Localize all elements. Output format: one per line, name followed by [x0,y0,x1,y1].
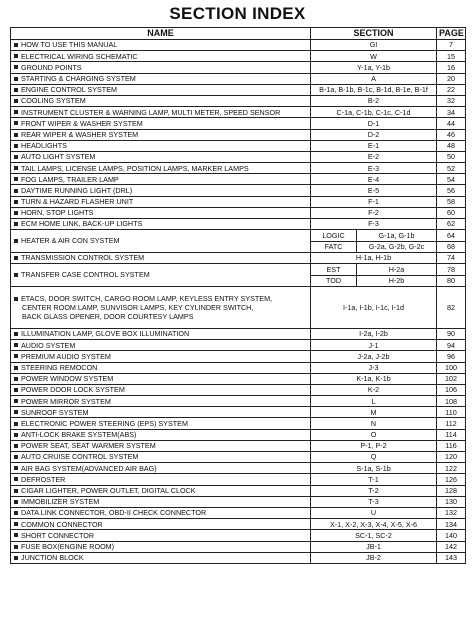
row-name: TRANSFER CASE CONTROL SYSTEM [11,264,311,287]
row-name: JUNCTION BLOCK [11,552,311,563]
row-name: AUDIO SYSTEM [11,340,311,351]
row-section: H-2b [357,275,437,286]
row-page: 22 [437,84,466,95]
row-name: AUTO LIGHT SYSTEM [11,151,311,162]
row-section: F-3 [311,219,437,230]
row-section: X-1, X-2, X-3, X-4, X-5, X-6 [311,519,437,530]
row-name: AIR BAG SYSTEM(ADVANCED AIR BAG) [11,463,311,474]
row-page: 7 [437,40,466,51]
row-section: J-3 [311,362,437,373]
row-name: GROUND POINTS [11,62,311,73]
table-row[interactable] [11,407,466,418]
row-page: 128 [437,485,466,496]
row-page: 130 [437,496,466,507]
row-name: AUTO CRUISE CONTROL SYSTEM [11,452,311,463]
row-name: HORN, STOP LIGHTS [11,207,311,218]
bullet-icon [14,533,18,537]
row-section: I-1a, I-1b, I-1c, I-1d [311,286,437,328]
bullet-icon [14,377,18,381]
table-row[interactable] [11,286,466,328]
row-page: 116 [437,440,466,451]
row-page: 94 [437,340,466,351]
row-name: ELECTRICAL WIRING SCHEMATIC [11,51,311,62]
table-row[interactable] [11,440,466,451]
row-name: POWER MIRROR SYSTEM [11,396,311,407]
table-row[interactable] [11,396,466,407]
row-section: Q [311,452,437,463]
row-name: REAR WIPER & WASHER SYSTEM [11,129,311,140]
table-row[interactable] [11,118,466,129]
index-rows-bottom [11,328,466,563]
table-row[interactable] [11,541,466,552]
row-name: PREMIUM AUDIO SYSTEM [11,351,311,362]
row-name: STEERING REMOCON [11,362,311,373]
row-section: B-1a, B-1b, B-1c, B-1d, B-1e, B-1f [311,84,437,95]
table-row[interactable] [11,530,466,541]
row-page: 90 [437,328,466,339]
bullet-icon [14,297,18,301]
row-page: 126 [437,474,466,485]
page-title: SECTION INDEX [169,4,306,23]
table-row[interactable] [11,185,466,196]
row-section: E-1 [311,140,437,151]
bullet-icon [14,43,18,47]
bullet-icon [14,444,18,448]
bullet-icon [14,166,18,170]
bullet-icon [14,366,18,370]
row-page: 44 [437,118,466,129]
row-page: 134 [437,519,466,530]
table-row[interactable] [11,84,466,95]
section-index-table [10,27,466,564]
bullet-icon [14,99,18,103]
row-section: J-2a, J-2b [311,351,437,362]
bullet-icon [14,189,18,193]
table-row[interactable] [11,496,466,507]
bullet-icon [14,200,18,204]
table-row[interactable] [11,174,466,185]
row-name: CIGAR LIGHTER, POWER OUTLET, DIGITAL CLOCK [11,485,311,496]
table-row[interactable] [11,519,466,530]
row-name: TAIL LAMPS, LICENSE LAMPS, POSITION LAMPS, MARKER LAMPS [11,163,311,174]
bullet-icon [14,511,18,515]
row-section: GI [311,40,437,51]
row-page: 96 [437,351,466,362]
table-row[interactable] [11,328,466,339]
row-section: W [311,51,437,62]
row-section: T-1 [311,474,437,485]
row-name: HOW TO USE THIS MANUAL [11,40,311,51]
table-row[interactable] [11,73,466,84]
table-row[interactable] [11,362,466,373]
row-section: N [311,418,437,429]
row-page: 80 [437,275,466,286]
bullet-icon [14,177,18,181]
row-section: G-2a, G-2b, G-2c [357,241,437,252]
bullet-icon [14,133,18,137]
table-row[interactable] [11,474,466,485]
bullet-icon [14,399,18,403]
row-page: 20 [437,73,466,84]
bullet-icon [14,88,18,92]
bullet-icon [14,110,18,114]
row-page: 15 [437,51,466,62]
table-row[interactable] [11,196,466,207]
row-page: 58 [437,196,466,207]
table-row[interactable] [11,151,466,162]
row-page: 132 [437,507,466,518]
row-page: 110 [437,407,466,418]
row-page: 108 [437,396,466,407]
row-name: POWER DOOR LOCK SYSTEM [11,384,311,395]
table-row[interactable] [11,252,466,263]
bullet-icon [14,466,18,470]
row-section: J-1 [311,340,437,351]
table-row[interactable] [11,384,466,395]
row-name: DAYTIME RUNNING LIGHT (DRL) [11,185,311,196]
row-section: H-2a [357,264,437,275]
bullet-icon [14,256,18,260]
table-row[interactable] [11,485,466,496]
bullet-icon [14,500,18,504]
table-row[interactable] [11,351,466,362]
bullet-icon [14,121,18,125]
bullet-icon [14,489,18,493]
row-name: FRONT WIPER & WASHER SYSTEM [11,118,311,129]
table-row[interactable] [11,62,466,73]
row-section: G-1a, G-1b [357,230,437,241]
bullet-icon [14,211,18,215]
row-section: E-3 [311,163,437,174]
row-page: 120 [437,452,466,463]
row-name: SUNROOF SYSTEM [11,407,311,418]
bullet-icon [14,239,18,243]
row-name: SHORT CONNECTOR [11,530,311,541]
bullet-icon [14,144,18,148]
row-section: E-5 [311,185,437,196]
table-row[interactable] [11,129,466,140]
row-page: 64 [437,230,466,241]
row-name: TRANSMISSION CONTROL SYSTEM [11,252,311,263]
bullet-icon [14,422,18,426]
row-section: L [311,396,437,407]
row-section: O [311,429,437,440]
row-section: T-2 [311,485,437,496]
row-section: T-3 [311,496,437,507]
row-page: 68 [437,241,466,252]
table-row[interactable] [11,51,466,62]
row-section: JB-2 [311,552,437,563]
row-name: DATA LINK CONNECTOR, OBD-II CHECK CONNECTOR [11,507,311,518]
bullet-icon [14,54,18,58]
row-section: K-2 [311,384,437,395]
sub-label: FATC [311,241,357,252]
row-name: HEATER & AIR CON SYSTEM [11,230,311,253]
table-row[interactable] [11,552,466,563]
row-section: S-1a, S-1b [311,463,437,474]
row-section: SC-1, SC-2 [311,530,437,541]
bullet-icon [14,222,18,226]
row-name: HEADLIGHTS [11,140,311,151]
row-name: POWER WINDOW SYSTEM [11,373,311,384]
sub-label: EST [311,264,357,275]
row-name: TURN & HAZARD FLASHER UNIT [11,196,311,207]
row-section: P-1, P-2 [311,440,437,451]
row-name: ELECTRONIC POWER STEERING (EPS) SYSTEM [11,418,311,429]
bullet-icon [14,455,18,459]
row-name: INSTRUMENT CLUSTER & WARNING LAMP, MULTI METER, SPEED SENSOR [11,107,311,118]
row-name: ETACS, DOOR SWITCH, CARGO ROOM LAMP, KEYLESS ENTRY SYSTEM, CENTER ROOM LAMP, SUNVISOR LAMPS, KEY CYLINDER SWITCH, BACK GLASS OPENER, DOOR COURTESY LAMPS [11,286,311,328]
row-page: 50 [437,151,466,162]
row-name: ILLUMINATION LAMP, GLOVE BOX ILLUMINATION [11,328,311,339]
row-section: U [311,507,437,518]
section-column-header: SECTION [311,28,437,40]
row-page: 78 [437,264,466,275]
sub-label: LOGIC [311,230,357,241]
row-section: D-2 [311,129,437,140]
bullet-icon [14,273,18,277]
row-section: D-1 [311,118,437,129]
page-column-header: PAGE [437,28,466,40]
bullet-icon [14,332,18,336]
row-name: ENGINE CONTROL SYSTEM [11,84,311,95]
bullet-icon [14,388,18,392]
row-section: M [311,407,437,418]
table-row[interactable] [11,107,466,118]
table-row[interactable] [11,207,466,218]
bullet-icon [14,433,18,437]
row-name: ECM HOME LINK, BACK-UP LIGHTS [11,219,311,230]
row-section: E-4 [311,174,437,185]
row-name: IMMOBILIZER SYSTEM [11,496,311,507]
bullet-icon [14,545,18,549]
row-name: FOG LAMPS, TRAILER LAMP [11,174,311,185]
row-page: 112 [437,418,466,429]
row-page: 32 [437,95,466,106]
bullet-icon [14,65,18,69]
table-row[interactable] [11,452,466,463]
row-name: COOLING SYSTEM [11,95,311,106]
row-page: 34 [437,107,466,118]
bullet-icon [14,354,18,358]
row-page: 48 [437,140,466,151]
table-row[interactable] [11,95,466,106]
table-row[interactable] [11,219,466,230]
index-rows-middle [11,230,466,329]
row-name: STARTING & CHARGING SYSTEM [11,73,311,84]
row-name: DEFROSTER [11,474,311,485]
row-section: F-1 [311,196,437,207]
row-section: K-1a, K-1b [311,373,437,384]
bullet-icon [14,410,18,414]
row-section: C-1a, C-1b, C-1c, C-1d [311,107,437,118]
row-section: Y-1a, Y-1b [311,62,437,73]
bullet-icon [14,77,18,81]
table-row[interactable] [11,373,466,384]
name-column-header: NAME [11,28,311,40]
row-page: 54 [437,174,466,185]
row-section: JB-1 [311,541,437,552]
table-row[interactable] [11,230,466,241]
row-page: 62 [437,219,466,230]
row-section: H-1a, H-1b [311,252,437,263]
row-page: 52 [437,163,466,174]
row-page: 114 [437,429,466,440]
index-rows-top [11,40,466,230]
table-row[interactable] [11,340,466,351]
row-name: FUSE BOX(ENGINE ROOM) [11,541,311,552]
row-page: 122 [437,463,466,474]
table-row[interactable] [11,163,466,174]
table-row[interactable] [11,507,466,518]
row-page: 142 [437,541,466,552]
row-name: POWER SEAT, SEAT WARMER SYSTEM [11,440,311,451]
row-page: 102 [437,373,466,384]
table-row[interactable] [11,40,466,51]
row-page: 16 [437,62,466,73]
table-header-row [11,28,466,40]
table-row[interactable] [11,463,466,474]
sub-label: TOD [311,275,357,286]
row-name: COMMON CONNECTOR [11,519,311,530]
row-page: 74 [437,252,466,263]
bullet-icon [14,522,18,526]
row-section: F-2 [311,207,437,218]
bullet-icon [14,556,18,560]
row-page: 60 [437,207,466,218]
row-page: 106 [437,384,466,395]
table-row[interactable] [11,140,466,151]
row-page: 82 [437,286,466,328]
row-page: 100 [437,362,466,373]
row-section: I-2a, I-2b [311,328,437,339]
row-section: A [311,73,437,84]
row-section: B-2 [311,95,437,106]
bullet-icon [14,155,18,159]
row-name: ANTI-LOCK BRAKE SYSTEM(ABS) [11,429,311,440]
row-page: 56 [437,185,466,196]
row-section: E-2 [311,151,437,162]
bullet-icon [14,343,18,347]
table-row[interactable] [11,418,466,429]
row-page: 143 [437,552,466,563]
bullet-icon [14,477,18,481]
row-page: 46 [437,129,466,140]
table-row[interactable] [11,264,466,275]
table-row[interactable] [11,429,466,440]
row-page: 140 [437,530,466,541]
